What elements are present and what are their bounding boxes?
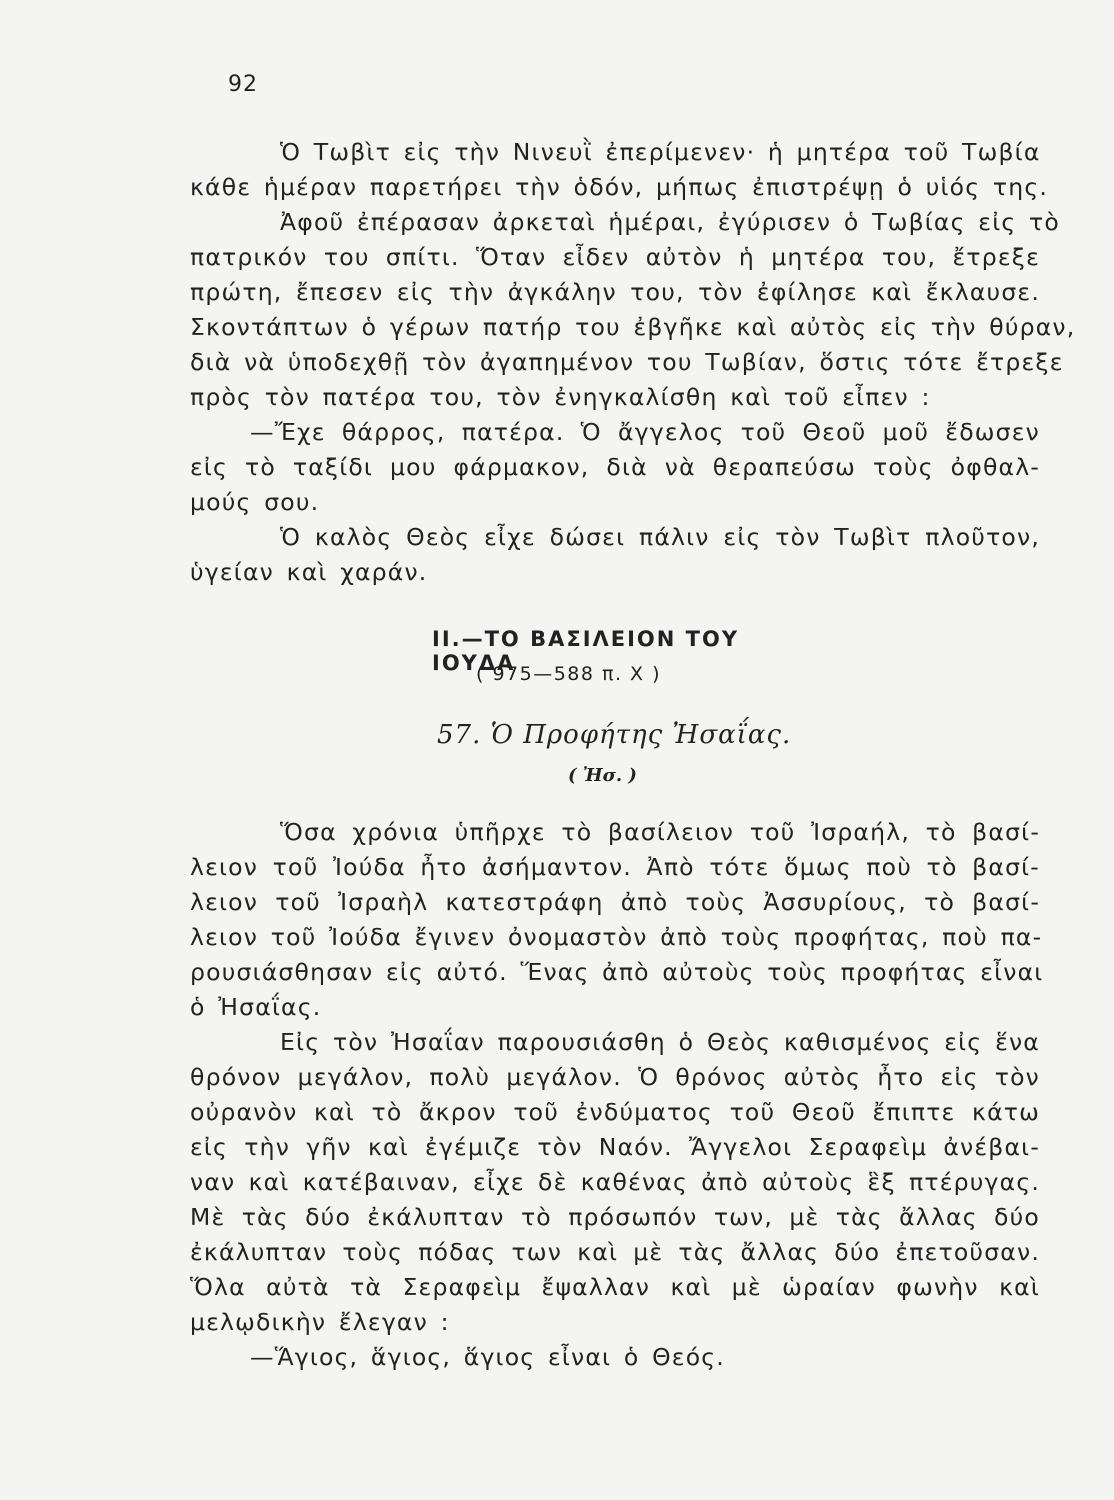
text-line: μελῳδικὴν ἔλεγαν : (190, 1308, 450, 1336)
text-line: Ἀφοῦ ἐπέρασαν ἀρκεταὶ ἡμέραι, ἐγύρισεν ὁ Τωβίας εἰς τὸ (280, 208, 1060, 236)
text-line: Μὲ τὰς δύο ἐκάλυπταν τὸ πρόσωπόν των, μὲ τὰς ἄλλας δύο (190, 1203, 1040, 1231)
text-line: —Ἔχε θάρρος, πατέρα. Ὁ ἄγγελος τοῦ Θεοῦ μοῦ ἔδωσεν (250, 418, 1040, 446)
text-line: Ὅλα αὐτὰ τὰ Σεραφεὶμ ἔψαλλαν καὶ μὲ ὡραίαν φωνὴν καὶ (190, 1273, 1040, 1301)
text-line: Ὁ Τωβὶτ εἰς τὴν Νινευῒ ἐπερίμενεν· ἡ μητέρα τοῦ Τωβία (280, 138, 1041, 166)
text-line: μούς σου. (190, 488, 320, 516)
text-line: εἰς τὸ ταξίδι μου φάρμακον, διὰ νὰ θεραπεύσω τοὺς ὀφθαλ- (190, 453, 1040, 481)
text-line: λειον τοῦ Ἰούδα ἔγινεν ὀνομαστὸν ἀπὸ τοὺς προφήτας, ποὺ πα- (190, 923, 1043, 951)
text-line: εἰς τὴν γῆν καὶ ἐγέμιζε τὸν Ναόν. Ἄγγελοι Σεραφεὶμ ἀνέβαι- (190, 1133, 1040, 1161)
text-line: οὐρανὸν καὶ τὸ ἄκρον τοῦ ἐνδύματος τοῦ Θεοῦ ἔπιπτε κάτω (190, 1098, 1040, 1126)
text-line: λειον τοῦ Ἰσραὴλ κατεστράφη ἀπὸ τοὺς Ἀσσυρίους, τὸ βασί- (190, 888, 1040, 916)
page-number: 92 (228, 72, 258, 97)
text-line: Εἰς τὸν Ἠσαΐαν παρουσιάσθη ὁ Θεὸς καθισμένος εἰς ἕνα (280, 1028, 1040, 1056)
text-line: ναν καὶ κατέβαιναν, εἶχε δὲ καθένας ἀπὸ αὐτοὺς ἓξ πτέρυγας. (190, 1168, 1040, 1196)
paragraph-block-tobit (190, 135, 1076, 590)
text-line: Ὅσα χρόνια ὑπῆρχε τὸ βασίλειον τοῦ Ἰσραήλ, τὸ βασί- (280, 818, 1040, 846)
text-line: διὰ νὰ ὑποδεχθῇ τὸν ἀγαπημένον του Τωβίαν, ὅστις τότε ἔτρεξε (190, 348, 1064, 376)
text-line: κάθε ἡμέραν παρετήρει τὴν ὁδόν, μήπως ἐπιστρέψῃ ὁ υἱός της. (190, 173, 1049, 201)
text-line: πρὸς τὸν πατέρα του, τὸν ἐνηγκαλίσθη καὶ τοῦ εἶπεν : (190, 383, 931, 411)
text-line: ρουσιάσθησαν εἰς αὐτό. Ἕνας ἀπὸ αὐτοὺς τοὺς προφήτας εἶναι (190, 958, 1044, 986)
text-line: Ὁ καλὸς Θεὸς εἶχε δώσει πάλιν εἰς τὸν Τωβὶτ πλοῦτον, (280, 523, 1040, 551)
text-line: Σκοντάπτων ὁ γέρων πατήρ του ἐβγῆκε καὶ αὐτὸς εἰς τὴν θύραν, (190, 313, 1076, 341)
lesson-title: 57. Ὁ Προφήτης Ἠσαΐας. (437, 720, 792, 750)
text-line: ἐκάλυπταν τοὺς πόδας των καὶ μὲ τὰς ἄλλας δύο ἐπετοῦσαν. (190, 1238, 1040, 1266)
text-line: —Ἅγιος, ἅγιος, ἅγιος εἶναι ὁ Θεός. (250, 1343, 725, 1371)
chapter-dates: ( 975—588 π. Χ ) (476, 663, 662, 685)
text-line: ὑγείαν καὶ χαράν. (190, 558, 428, 586)
text-line: πατρικόν του σπίτι. Ὅταν εἶδεν αὐτὸν ἡ μητέρα του, ἔτρεξε (190, 243, 1040, 271)
chapter-title: ΙΙ.—ΤΟ ΒΑΣΙΛΕΙΟΝ ΤΟΥ ΙΟΥΔΑ (432, 627, 740, 675)
text-line: λειον τοῦ Ἰούδα ἦτο ἀσήμαντον. Ἀπὸ τότε ὅμως ποὺ τὸ βασί- (190, 853, 1040, 881)
text-line: θρόνον μεγάλον, πολὺ μεγάλον. Ὁ θρόνος αὐτὸς ἦτο εἰς τὸν (190, 1063, 1040, 1091)
text-line: πρώτη, ἔπεσεν εἰς τὴν ἀγκάλην του, τὸν ἐφίλησε καὶ ἔκλαυσε. (190, 278, 1040, 306)
text-line: ὁ Ἠσαΐας. (190, 993, 322, 1021)
paragraph-block-isaiah (190, 815, 1044, 1375)
lesson-reference: ( Ἠσ. ) (568, 765, 637, 786)
